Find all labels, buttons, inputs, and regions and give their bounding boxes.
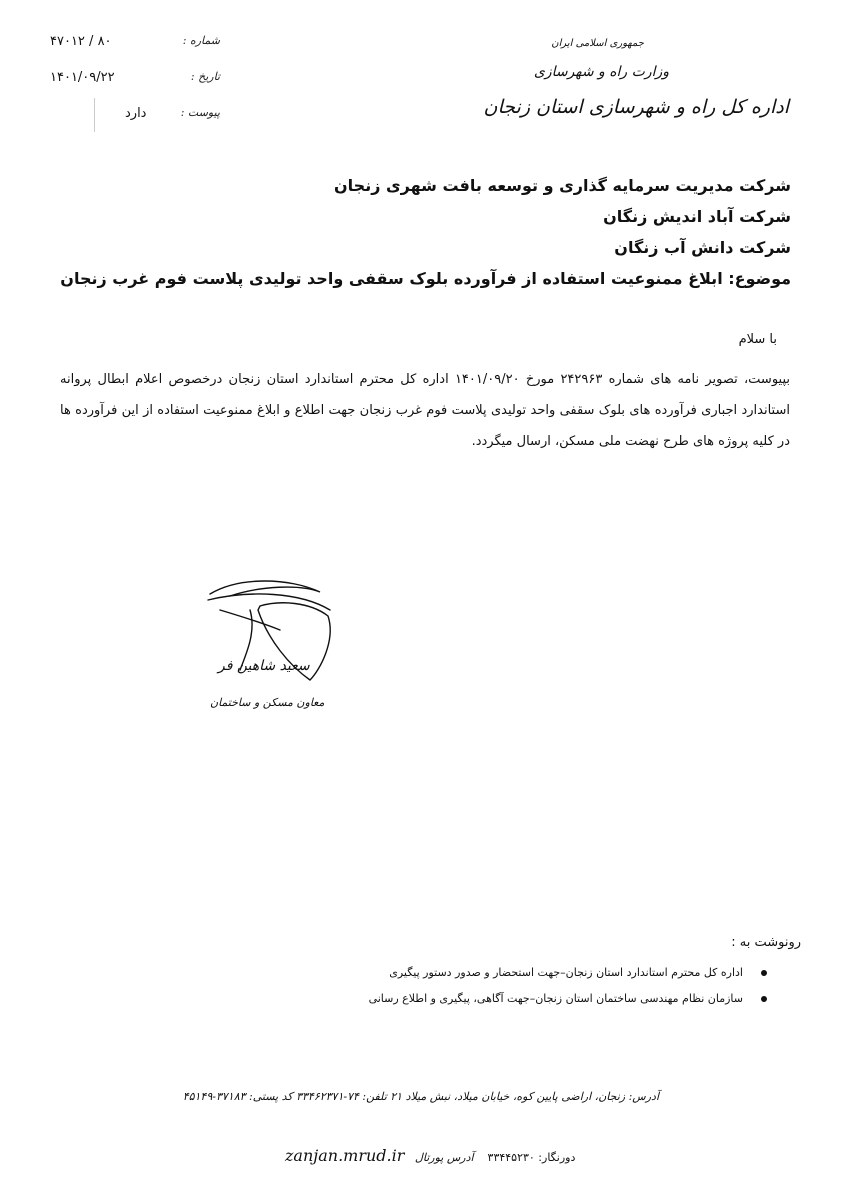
body-paragraph: بپیوست، تصویر نامه های شماره ۲۴۲۹۶۳ مورخ ۱۴۰۱/۰۹/۲۰ اداره کل محترم استاندارد استان زنجان درخصوص اعلام ابطال پروانه استاندارد اجباری فرآورده های بلوک سقفی واحد تولیدی پلاست فوم غرب زنجان جهت اطلاع و ابلاغ ممنوعیت استفاده از این فرآورده ها در کلیه پروژه های طرح نهضت ملی مسکن، ارسال میگردد.	[60, 372, 790, 449]
bullet-icon	[761, 996, 767, 1002]
list-item	[271, 986, 771, 1012]
attachment-value: دارد	[125, 106, 147, 121]
cc-heading: رونوشت به :	[731, 935, 801, 950]
department-name: اداره کل راه و شهرسازی استان زنجان	[483, 96, 789, 118]
recipient-1: شرکت مدیریت سرمایه گذاری و توسعه بافت شهری زنجان	[334, 176, 791, 195]
attachment-row	[40, 106, 220, 128]
footer-contact	[285, 1146, 575, 1165]
recipients-block	[60, 170, 791, 294]
signatory-name: سعید شاهین فر	[218, 658, 310, 674]
number-row	[40, 34, 220, 56]
number-label: شماره :	[182, 34, 220, 47]
date-row	[40, 70, 220, 92]
signatory-title: معاون مسکن و ساختمان	[210, 696, 325, 709]
greeting: با سلام	[738, 332, 777, 347]
subject-line: موضوع: ابلاغ ممنوعیت استفاده از فرآورده بلوک سقفی واحد تولیدی پلاست فوم غرب زنجان	[60, 269, 791, 288]
date-label: تاریخ :	[190, 70, 220, 83]
cc-item-text: اداره کل محترم استاندارد استان زنجان–جهت استحضار و صدور دستور پیگیری	[389, 966, 743, 979]
country-name: جمهوری اسلامی ایران	[551, 38, 644, 49]
website-link[interactable]: zanjan.mrud.ir	[285, 1146, 405, 1165]
ministry-name: وزارت راه و شهرسازی	[533, 64, 669, 80]
fax-number: دورنگار: ۳۳۴۴۵۲۳۰	[487, 1151, 576, 1164]
letter-number: ۸۰ / ۴۷۰۱۲	[50, 34, 112, 49]
cc-list	[271, 960, 771, 1012]
meta-divider	[94, 98, 95, 132]
letter-date: ۱۴۰۱/۰۹/۲۲	[50, 70, 115, 85]
list-item	[271, 960, 771, 986]
recipient-2: شرکت آباد اندیش زنگان	[603, 207, 791, 226]
recipient-3: شرکت دانش آب زنگان	[614, 238, 791, 257]
footer-address: آدرس: زنجان، اراضی پایین کوه، خیابان میلاد، نبش میلاد ۲۱ تلفن: ۷۴-۳۳۴۶۲۳۷۱ کد پستی: ۳۷۱۸۳-۴۵۱۴۹	[182, 1090, 659, 1103]
bullet-icon	[761, 970, 767, 976]
portal-label: آدرس پورتال	[414, 1151, 474, 1164]
attachment-label: پیوست :	[180, 106, 220, 119]
letter-body	[60, 364, 790, 457]
cc-item-text: سازمان نظام مهندسی ساختمان استان زنجان–جهت آگاهی، پیگیری و اطلاع رسانی	[368, 992, 743, 1005]
